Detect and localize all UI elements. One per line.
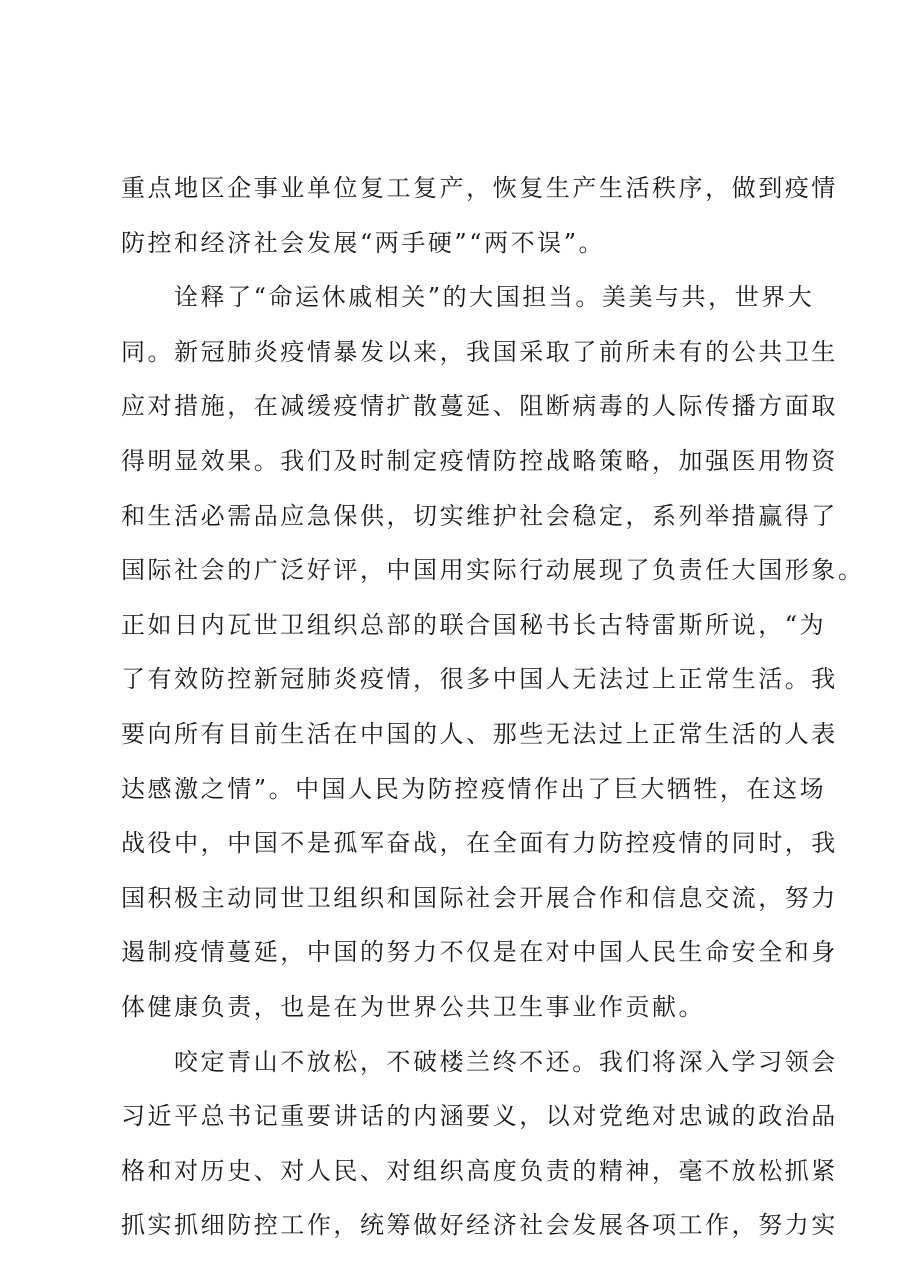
paragraph-3-line: 咬定青山不放松，不破楼兰终不还。我们将深入学习领会 (174, 1047, 838, 1076)
paragraph-3-line: 格和对历史、对人民、对组织高度负责的精神，毫不放松抓紧 (121, 1156, 838, 1185)
paragraph-2-line: 遏制疫情蔓延，中国的努力不仅是在对中国人民生命安全和身 (121, 938, 838, 967)
paragraph-2-line: 体健康负责，也是在为世界公共卫生事业作贡献。 (121, 992, 706, 1021)
paragraph-2-line: 国际社会的广泛好评，中国用实际行动展现了负责任大国形象。 (121, 556, 865, 585)
paragraph-2-line: 达感激之情”。中国人民为防控疫情作出了巨大牺牲，在这场 (121, 774, 827, 803)
paragraph-2-line: 要向所有目前生活在中国的人、那些无法过上正常生活的人表 (121, 719, 838, 748)
paragraph-1-line: 重点地区企事业单位复工复产，恢复生产生活秩序，做到疫情 (121, 174, 838, 202)
paragraph-2-line: 诠释了“命运休戚相关”的大国担当。美美与共，世界大 (174, 283, 815, 312)
document-body (121, 161, 865, 1253)
paragraph-3-line: 习近平总书记重要讲话的内涵要义，以对党绝对忠诚的政治品 (121, 1102, 838, 1131)
paragraph-3-line: 抓实抓细防控工作，统筹做好经济社会发展各项工作，努力实 (121, 1211, 838, 1240)
paragraph-1 (121, 161, 838, 270)
paragraph-2-line: 和生活必需品应急保供，切实维护社会稳定，系列举措赢得了 (121, 501, 838, 530)
paragraph-3 (121, 1035, 838, 1253)
paragraph-2-line: 同。新冠肺炎疫情暴发以来，我国采取了前所未有的公共卫生 (121, 337, 838, 366)
paragraph-2-line: 战役中，中国不是孤军奋战，在全面有力防控疫情的同时，我 (121, 829, 838, 858)
paragraph-1-line: 防控和经济社会发展“两手硬”“两不误”。 (121, 228, 606, 257)
paragraph-2-line: 应对措施，在减缓疫情扩散蔓延、阻断病毒的人际传播方面取 (121, 392, 838, 421)
paragraph-2 (121, 270, 865, 1034)
paragraph-2-line: 正如日内瓦世卫组织总部的联合国秘书长古特雷斯所说，“为 (121, 610, 827, 639)
paragraph-2-line: 国积极主动同世卫组织和国际社会开展合作和信息交流，努力 (121, 883, 838, 912)
paragraph-2-line: 了有效防控新冠肺炎疫情，很多中国人无法过上正常生活。我 (121, 665, 838, 694)
paragraph-2-line: 得明显效果。我们及时制定疫情防控战略策略，加强医用物资 (121, 446, 838, 475)
